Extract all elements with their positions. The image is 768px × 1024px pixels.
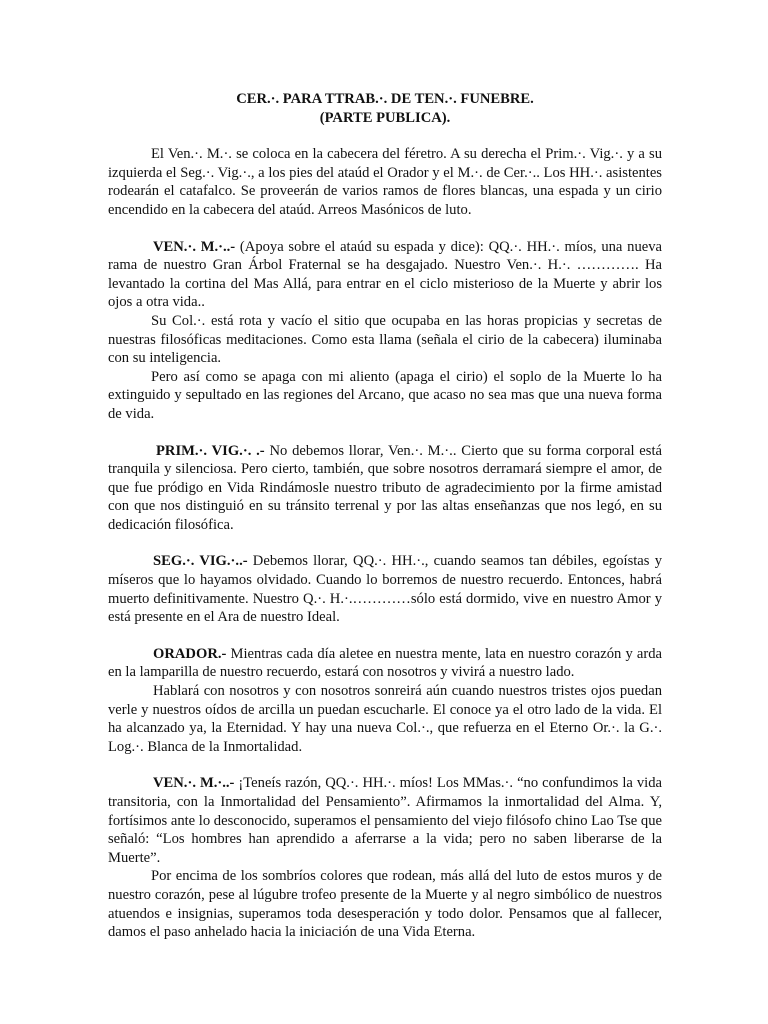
speaker-prim: PRIM.·. VIG.·. .- [156, 442, 265, 459]
title-line-1: CER.·. PARA TTRAB.·. DE TEN.·. FUNEBRE. [236, 91, 534, 107]
orador-paragraph-1 [108, 645, 662, 682]
ven2-text-1: ¡Teneís razón, QQ.·. HH.·. míos! Los MMas.·. “no confundimos la vida transitoria, con la Inmortalidad del Pensamiento”. Afirmamos la inmortalidad del Alma. Y, fortísimos ante lo desconocido, superamos el pensamiento del viejo filósofo chino Lao Tse que señaló: “Los hombres han aprendido a aferrarse a la vida; pero no saben liberarse de la Muerte”. [108, 775, 662, 866]
speaker-seg: SEG.·. VIG.·..- [153, 553, 248, 570]
title-line-2: (PARTE PUBLICA). [319, 109, 451, 126]
ven-paragraph-2: Su Col.·. está rota y vacío el sitio que ocupaba en las horas propicias y secretas de nuestras filosóficas meditaciones. Como esta llama (señala el cirio de la cabecera) iluminaba con su inteligencia. [108, 312, 662, 367]
orador-text-1: Mientras cada día aletee en nuestra mente, lata en nuestro corazón y arda en la lamparilla de nuestro recuerdo, estará con nosotros y vivirá a nuestro lado. [108, 645, 662, 681]
ven-paragraph-1 [108, 238, 662, 312]
document-page [108, 90, 662, 960]
ven-paragraph-3: Pero así como se apaga con mi aliento (apaga el cirio) el soplo de la Muerte lo ha extinguido y sepultado en las regiones del Arcano, que acaso no sea mas que una nueva forma de vida. [108, 368, 662, 422]
speaker-ven-2: VEN.·. M.·..- [153, 775, 235, 792]
prim-paragraph [108, 442, 662, 535]
prim-section [108, 442, 662, 535]
seg-text: Debemos llorar, QQ.·. HH.·., cuando seamos tan débiles, egoístas y míseros que lo hayamos olvidado. Cuando lo borremos de nuestro recuerdo. Entonces, habrá muerto definitivamente. Nuestro Q.·. H.·.…………sólo está dormido, vive en nuestro Amor y está presente en el Ara de nuestro Ideal. [108, 553, 662, 626]
speaker-orador: ORADOR.- [153, 645, 227, 662]
intro-section [108, 145, 662, 219]
ven2-paragraph-2: Por encima de los sombríos colores que rodean, más allá del luto de estos muros y de nuestro corazón, pese al lúgubre trofeo presente de la Muerte y al negro simbólico de nuestros atuendos e insignias, superamos toda desesperación y todo dolor. Pensamos que al fallecer, damos el paso anhelado hacia la iniciación de una Vida Eterna. [108, 868, 662, 941]
ven-text-1: (Apoya sobre el ataúd su espada y dice): QQ.·. HH.·. míos, una nueva rama de nuestro Gran Árbol Fraternal se ha desgajado. Nuestro Ven.·. H.·. …………. Ha levantado la cortina del Mas Allá, para entrar en el ciclo misterioso de la Muerte y abrir los ojos a otra vida.. [108, 238, 662, 311]
orador-section [108, 645, 662, 757]
speaker-ven: VEN.·. M.·..- [153, 238, 236, 255]
ven-section-1 [108, 238, 662, 424]
seg-section [108, 552, 662, 626]
document-title [108, 90, 662, 127]
intro-paragraph: El Ven.·. M.·. se coloca en la cabecera del féretro. A su derecha el Prim.·. Vig.·. y a su izquierda el Seg.·. Vig.·., a los pies del ataúd el Orador y el M.·. de Cer.·.. Los HH.·. asistentes rodearán el catafalco. Se proveerán de varios ramos de flores blancas, una espada y un cirio encendido en la cabecera del ataúd. Arreos Masónicos de luto. [108, 146, 662, 218]
prim-text: No debemos llorar, Ven.·. M.·.. Cierto que su forma corporal está tranquila y silenciosa. Pero cierto, también, que sobre nosotros derramará siempre el amor, de que fue pródigo en Vida Rindámosle nuestro tributo de agradecimiento por la firme amistad con que nos distinguió en su tránsito terrenal y por las altas enseñanzas que nos legó, en su dedicación filosófica. [108, 442, 662, 533]
ven2-paragraph-1 [108, 774, 662, 867]
ven-section-2 [108, 774, 662, 941]
orador-paragraph-2: Hablará con nosotros y con nosotros sonreirá aún cuando nuestros tristes ojos puedan verle y nuestros oídos de arcilla un puedan escucharle. El conoce ya el otro lado de la vida. El ha alcanzado ya, la Eternidad. Y hay una nueva Col.·., que refuerza en el Eterno Or.·. la G.·. Log.·. Blanca de la Inmortalidad. [108, 683, 662, 755]
seg-paragraph [108, 552, 662, 626]
